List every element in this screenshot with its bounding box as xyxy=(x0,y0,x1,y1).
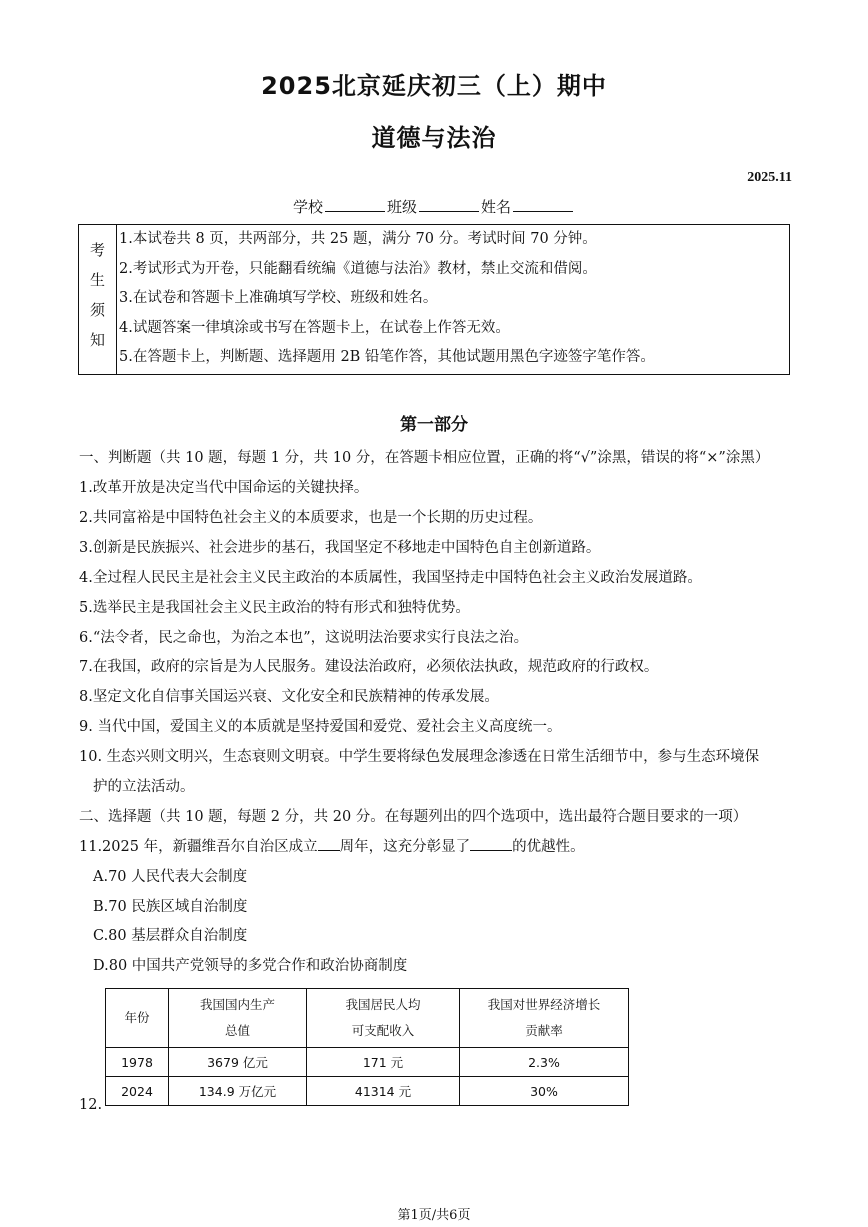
table-header-cell: 我国对世界经济增长 贡献率 xyxy=(460,989,629,1048)
school-blank xyxy=(325,196,385,212)
table-cell: 171 元 xyxy=(307,1048,460,1077)
question-11: 11.2025 年，新疆维吾尔自治区成立 周年，这充分彰显了 的优越性。 xyxy=(79,836,585,857)
table-cell: 30% xyxy=(460,1077,629,1106)
question-12-number: 12. xyxy=(79,1097,103,1113)
table-cell: 3679 亿元 xyxy=(169,1048,307,1077)
question-4: 4.全过程人民民主是社会主义民主政治的本质属性，我国坚持走中国特色社会主义政治发展道路。 xyxy=(79,570,702,586)
table-row xyxy=(106,1077,629,1106)
question-6: 6.“法令者，民之命也，为治之本也”，这说明法治要求实行良法之治。 xyxy=(79,630,529,646)
question-2: 2.共同富裕是中国特色社会主义的本质要求，也是一个长期的历史过程。 xyxy=(79,510,543,526)
economic-data-table xyxy=(105,988,629,1106)
exam-notice-box xyxy=(78,224,790,375)
name-label: 姓名 xyxy=(481,198,512,216)
notice-item: 4.试题答案一律填涂或书写在答题卡上，在试卷上作答无效。 xyxy=(119,319,510,336)
exam-date: 2025.11 xyxy=(747,170,792,185)
table-cell: 1978 xyxy=(106,1048,169,1077)
section-heading-judgment: 一、判断题（共 10 题，每题 1 分，共 10 分，在答题卡相应位置，正确的将“√”涂黑，错误的将“×”涂黑） xyxy=(79,450,770,466)
notice-item: 3.在试卷和答题卡上准确填写学校、班级和姓名。 xyxy=(119,290,438,306)
question-5: 5.选举民主是我国社会主义民主政治的特有形式和独特优势。 xyxy=(79,600,470,616)
question-10-line1: 10. 生态兴则文明兴，生态衰则文明衰。中学生要将绿色发展理念渗透在日常生活细节中，参与生态环境保 xyxy=(79,749,760,765)
notice-item: 2.考试形式为开卷，只能翻看统编《道德与法治》教材，禁止交流和借阅。 xyxy=(119,260,597,277)
question-9: 9. 当代中国，爱国主义的本质就是坚持爱国和爱党、爱社会主义高度统一。 xyxy=(79,719,562,735)
student-info-line xyxy=(0,196,868,217)
class-label: 班级 xyxy=(386,198,417,216)
name-blank xyxy=(513,196,573,212)
answer-blank xyxy=(470,836,512,851)
notice-item: 1.本试卷共 8 页，共两部分，共 25 题，满分 70 分。考试时间 70 分钟。 xyxy=(119,231,597,247)
answer-blank xyxy=(318,836,340,851)
table-header-row xyxy=(106,989,629,1048)
question-1: 1.改革开放是决定当代中国命运的关键抉择。 xyxy=(79,480,369,496)
option-d: D.80 中国共产党领导的多党合作和政治协商制度 xyxy=(93,958,408,974)
class-blank xyxy=(419,196,479,212)
question-7: 7.在我国，政府的宗旨是为人民服务。建设法治政府，必须依法执政，规范政府的行政权。 xyxy=(79,659,659,675)
school-label: 学校 xyxy=(292,198,323,216)
table-cell: 2.3% xyxy=(460,1048,629,1077)
section-heading-choice: 二、选择题（共 10 题，每题 2 分，共 20 分。在每题列出的四个选项中，选出最符合题目要求的一项） xyxy=(79,809,748,825)
table-cell: 41314 元 xyxy=(307,1077,460,1106)
option-c: C.80 基层群众自治制度 xyxy=(93,928,248,944)
table-row xyxy=(106,1048,629,1077)
table-cell: 134.9 万亿元 xyxy=(169,1077,307,1106)
part-one-title: 第一部分 xyxy=(400,415,468,435)
exam-title: 2025北京延庆初三（上）期中 xyxy=(261,72,607,100)
option-a: A.70 人民代表大会制度 xyxy=(93,869,248,885)
table-cell: 2024 xyxy=(106,1077,169,1106)
subject-title: 道德与法治 xyxy=(371,124,497,152)
notice-item: 5.在答题卡上，判断题、选择题用 2B 铅笔作答，其他试题用黑色字迹签字笔作答。 xyxy=(119,349,655,365)
question-3: 3.创新是民族振兴、社会进步的基石，我国坚定不移地走中国特色自主创新道路。 xyxy=(79,540,601,556)
table-header-cell: 年份 xyxy=(106,989,169,1048)
notice-label: 考 生 须 知 xyxy=(79,225,117,374)
notice-items xyxy=(119,225,789,373)
table-header-cell: 我国国内生产 总值 xyxy=(169,989,307,1048)
option-b: B.70 民族区域自治制度 xyxy=(93,899,248,915)
page-footer: 第1页/共6页 xyxy=(397,1208,471,1223)
question-10-line2: 护的立法活动。 xyxy=(93,779,195,795)
question-8: 8.坚定文化自信事关国运兴衰、文化安全和民族精神的传承发展。 xyxy=(79,689,499,705)
table-header-cell: 我国居民人均 可支配收入 xyxy=(307,989,460,1048)
